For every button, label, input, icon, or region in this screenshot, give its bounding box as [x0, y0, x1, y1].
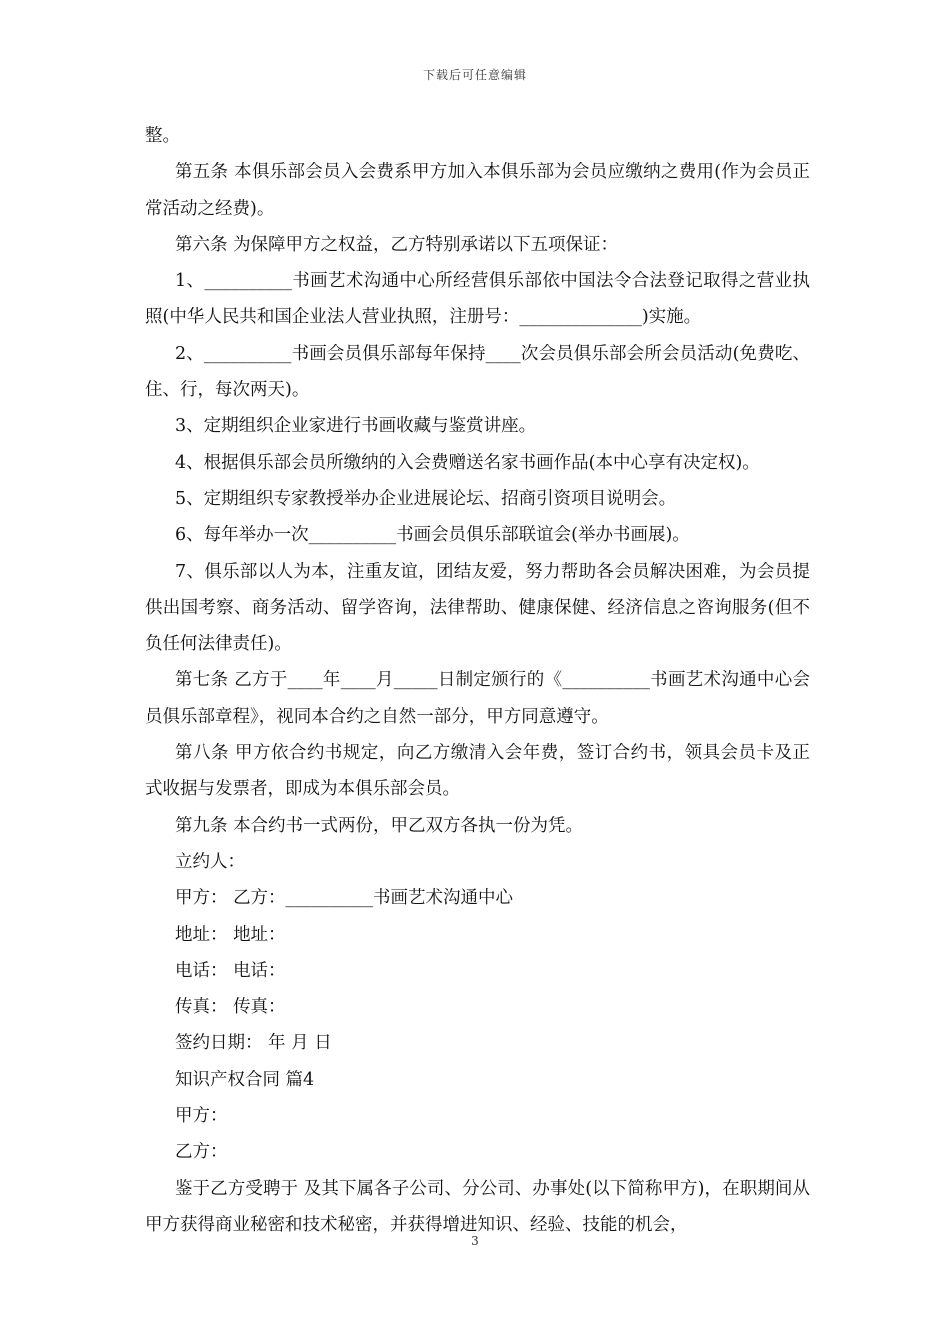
party-line: 甲方： 乙方：__________书画艺术沟通中心	[175, 888, 514, 909]
paragraph-item-4: 4、根据俱乐部会员所缴纳的入会费赠送名家书画作品(本中心享有决定权)。	[175, 452, 760, 473]
address-line: 地址： 地址：	[175, 924, 286, 945]
party-b-line: 乙方：	[175, 1142, 228, 1163]
page-header: 下载后可任意编辑	[422, 68, 527, 82]
section-heading: 知识产权合同 篇4	[175, 1069, 315, 1090]
paragraph-item-1: 1、__________书画艺术沟通中心所经营俱乐部依中国法令合法登记取得之营业执照(中华人民共和国企业法人营业执照，注册号：______________)实施。	[145, 271, 810, 328]
paragraph-item-3: 3、定期组织企业家进行书画收藏与鉴赏讲座。	[175, 416, 537, 437]
party-a-line: 甲方：	[175, 1106, 228, 1127]
paragraph-article-7: 第七条 乙方于____年____月_____日制定颁行的《__________书画艺术沟通中心会员俱乐部章程》，视同本合约之自然一部分，甲方同意遵守。	[145, 670, 810, 727]
paragraph-article-9: 第九条 本合约书一式两份，甲乙双方各执一份为凭。	[175, 815, 584, 836]
document-body	[145, 118, 810, 1243]
signing-date-line: 签约日期： 年 月 日	[175, 1033, 332, 1054]
phone-line: 电话： 电话：	[175, 960, 286, 981]
signatories-label: 立约人：	[175, 851, 245, 872]
paragraph-item-6: 6、每年举办一次__________书画会员俱乐部联谊会(举办书画展)。	[175, 525, 690, 546]
paragraph-item-7: 7、俱乐部以人为本，注重友谊，团结友爱，努力帮助各会员解决困难，为会员提供出国考察、商务活动、留学咨询，法律帮助、健康保健、经济信息之咨询服务(但不负任何法律责任)。	[145, 561, 810, 655]
paragraph-article-6: 第六条 为保障甲方之权益，乙方特别承诺以下五项保证：	[175, 234, 619, 255]
paragraph-article-8: 第八条 甲方依合约书规定，向乙方缴清入会年费，签订合约书，领具会员卡及正式收据与发票者，即成为本俱乐部会员。	[145, 743, 810, 800]
fax-line: 传真： 传真：	[175, 997, 286, 1018]
paragraph-continuation: 整。	[145, 126, 180, 146]
paragraph-preamble: 鉴于乙方受聘于 及其下属各子公司、分公司、办事处(以下简称甲方)，在职期间从甲方获得商业秘密和技术秘密，并获得增进知识、经验、技能的机会，	[145, 1178, 810, 1235]
paragraph-article-5: 第五条 本俱乐部会员入会费系甲方加入本俱乐部为会员应缴纳之费用(作为会员正常活动之经费)。	[145, 162, 810, 219]
paragraph-item-2: 2、__________书画会员俱乐部每年保持____次会员俱乐部会所会员活动(免费吃、住、行，每次两天)。	[145, 343, 810, 401]
paragraph-item-5: 5、定期组织专家教授举办企业进展论坛、招商引资项目说明会。	[175, 488, 677, 509]
page-number: 3	[471, 1234, 479, 1248]
